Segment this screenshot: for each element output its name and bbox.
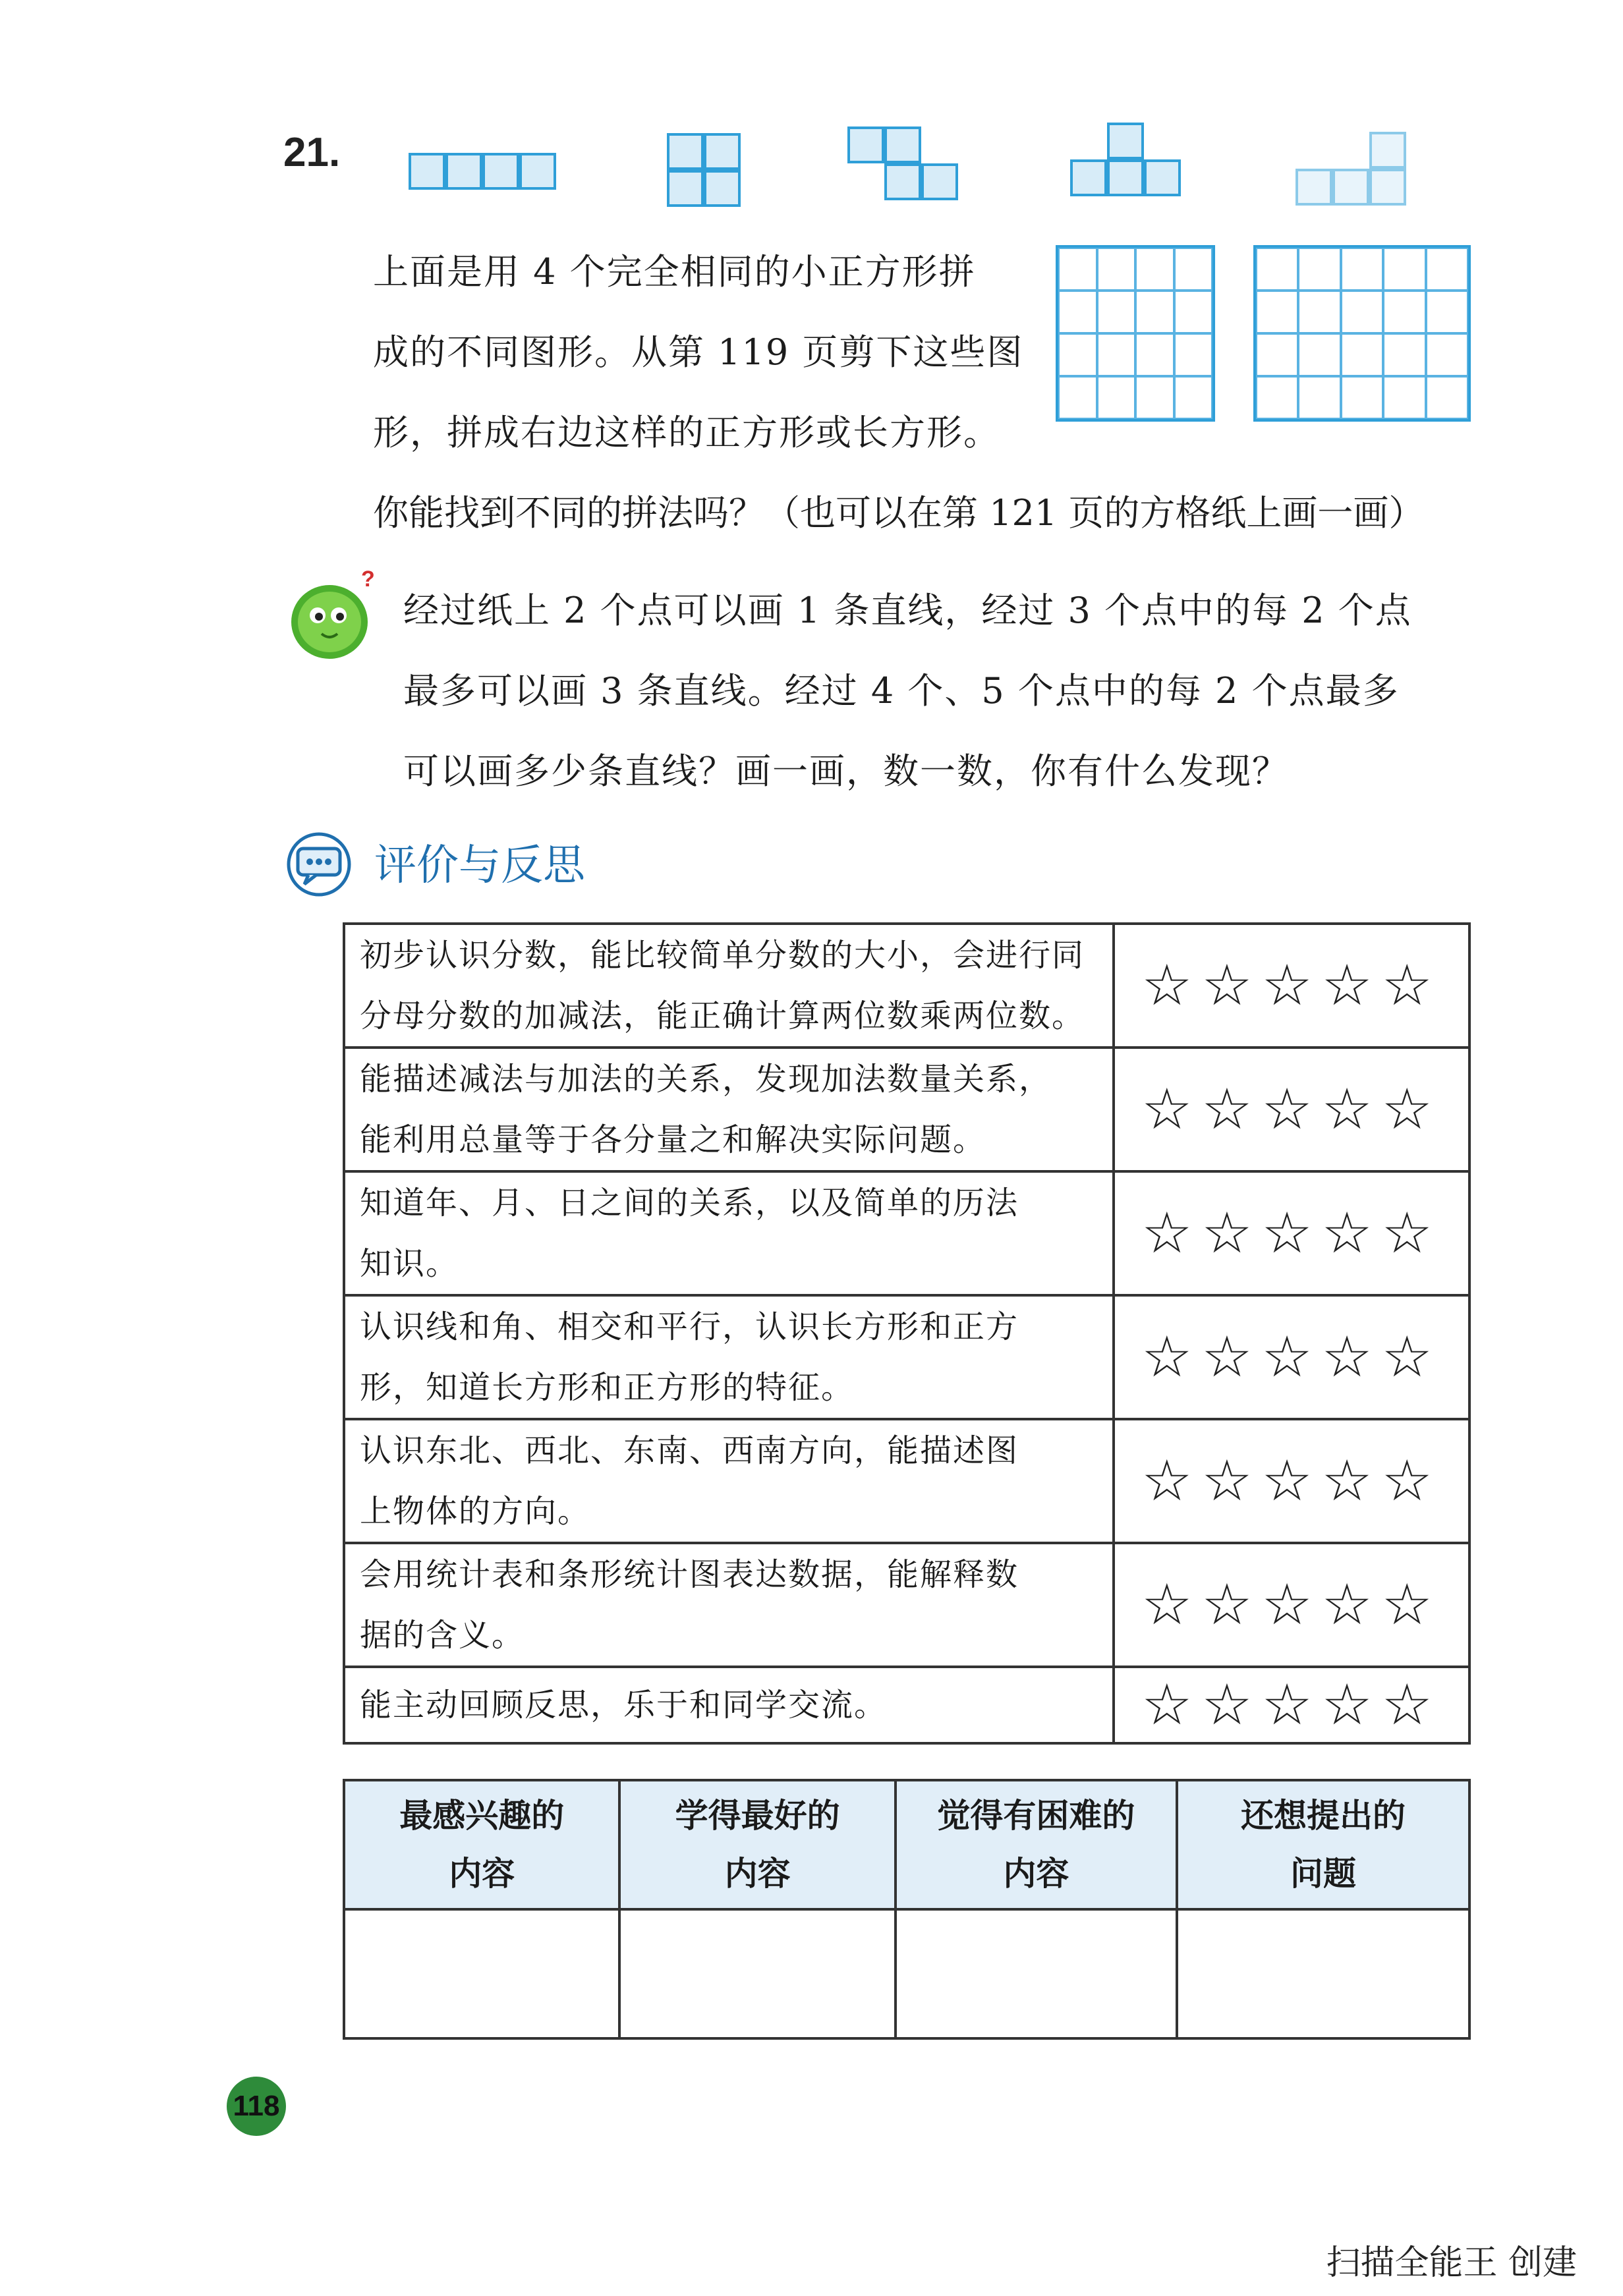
question-line: 成的不同图形。从第 119 页剪下这些图 (373, 331, 1024, 373)
rectangle-grid-5x4 (1253, 245, 1471, 422)
summary-header: 还想提出的 问题 (1177, 1780, 1469, 1909)
summary-header: 学得最好的 内容 (619, 1780, 895, 1909)
star-rating[interactable]: ☆☆☆☆☆ (1114, 1295, 1469, 1419)
evaluation-criterion: 能主动回顾反思，乐于和同学交流。 (344, 1667, 1114, 1743)
table-row (344, 1171, 1469, 1295)
chat-bubble-icon (285, 831, 357, 897)
question-text (373, 232, 1085, 473)
answer-cell[interactable] (619, 1909, 895, 2038)
summary-header: 最感兴趣的 内容 (344, 1780, 619, 1909)
tip-line: 经过纸上 2 个点可以画 1 条直线，经过 3 个点中的每 2 个点 (403, 590, 1412, 631)
evaluation-criterion: 能描述减法与加法的关系，发现加法数量关系， 能利用总量等于各分量之和解决实际问题。 (344, 1048, 1114, 1171)
tip-text (403, 571, 1484, 812)
evaluation-criterion: 初步认识分数，能比较简单分数的大小，会进行同 分母分数的加减法，能正确计算两位数乘两位数。 (344, 924, 1114, 1048)
table-row (344, 924, 1469, 1048)
evaluation-criterion: 知道年、月、日之间的关系，以及简单的历法 知识。 (344, 1171, 1114, 1295)
question-number: 21. (283, 130, 341, 175)
evaluation-table (343, 922, 1471, 1745)
question-line: 形，拼成右边这样的正方形或长方形。 (373, 412, 1000, 453)
star-rating[interactable]: ☆☆☆☆☆ (1114, 1171, 1469, 1295)
table-row (344, 1667, 1469, 1743)
table-row (344, 1543, 1469, 1667)
star-rating[interactable]: ☆☆☆☆☆ (1114, 1543, 1469, 1667)
evaluation-criterion: 会用统计表和条形统计图表达数据，能解释数 据的含义。 (344, 1543, 1114, 1667)
table-row (344, 1048, 1469, 1171)
section-title: 评价与反思 (374, 841, 585, 890)
table-header-row (344, 1780, 1469, 1909)
page-number: 118 (227, 2077, 286, 2136)
answer-cell[interactable] (896, 1909, 1177, 2038)
answer-cell[interactable] (1177, 1909, 1469, 2038)
watermark-text: 扫描全能王 创建 (1326, 2243, 1577, 2283)
star-rating[interactable]: ☆☆☆☆☆ (1114, 924, 1469, 1048)
question-line-full: 你能找到不同的拼法吗？（也可以在第 121 页的方格纸上画一画） (373, 492, 1425, 534)
star-rating[interactable]: ☆☆☆☆☆ (1114, 1419, 1469, 1543)
svg-text:?: ? (361, 568, 375, 592)
evaluation-criterion: 认识东北、西北、东南、西南方向，能描述图 上物体的方向。 (344, 1419, 1114, 1543)
reflection-summary-table (343, 1779, 1471, 2040)
star-rating[interactable]: ☆☆☆☆☆ (1114, 1048, 1469, 1171)
question-line: 上面是用 4 个完全相同的小正方形拼 (373, 251, 976, 293)
table-row (344, 1419, 1469, 1543)
green-mascot-icon (283, 568, 382, 667)
table-row (344, 1295, 1469, 1419)
table-row (344, 1909, 1469, 2038)
answer-cell[interactable] (344, 1909, 619, 2038)
tip-line: 可以画多少条直线？画一画，数一数，你有什么发现？ (403, 750, 1289, 792)
tip-line: 最多可以画 3 条直线。经过 4 个、5 个点中的每 2 个点最多 (403, 670, 1400, 712)
evaluation-criterion: 认识线和角、相交和平行，认识长方形和正方 形，知道长方形和正方形的特征。 (344, 1295, 1114, 1419)
summary-header: 觉得有困难的 内容 (896, 1780, 1177, 1909)
star-rating[interactable]: ☆☆☆☆☆ (1114, 1667, 1469, 1743)
